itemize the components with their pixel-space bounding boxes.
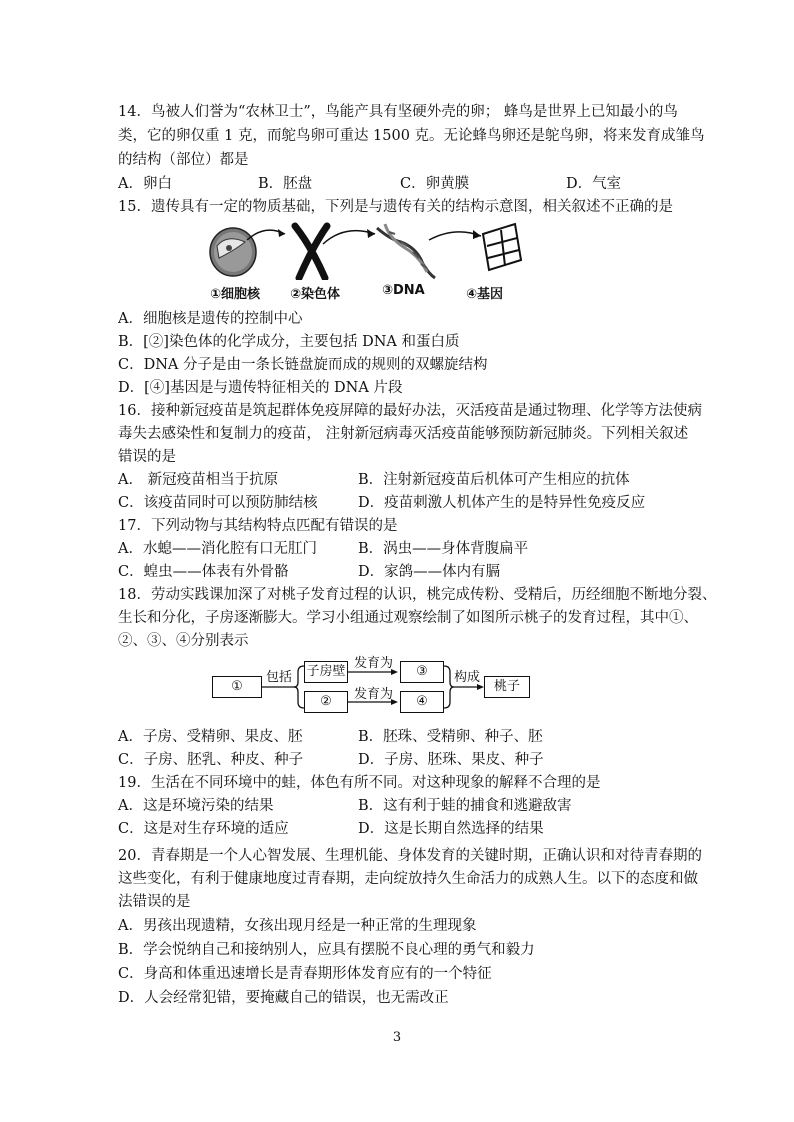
q17-option-a: A．水螅——消化腔有口无肛门 xyxy=(118,541,317,557)
label-dna: ③DNA xyxy=(382,283,425,298)
q16-option-a: A． 新冠疫苗相当于抗原 xyxy=(118,472,279,488)
diagram-label-develop-1: 发育为 xyxy=(354,656,394,671)
label-gene: ④基因 xyxy=(466,287,504,302)
q14-stem-line2: 类，它的卵仅重 1 克，而鸵鸟卵可重达 1500 克。无论蜂鸟卵还是鸵鸟卵，将来发育成雏鸟 xyxy=(118,128,705,144)
q20-option-b: B．学会悦纳自己和接纳别人，应具有摆脱不良心理的勇气和毅力 xyxy=(118,942,535,958)
diagram-label-include: 包括 xyxy=(266,670,293,685)
diagram-box-2: ② xyxy=(304,691,348,713)
label-cell-nucleus: ①细胞核 xyxy=(210,287,261,302)
q17-stem: 17．下列动物与其结构特点匹配有错误的是 xyxy=(118,518,398,534)
q19-stem: 19．生活在不同环境中的蛙，体色有所不同。对这种现象的解释不合理的是 xyxy=(118,775,601,791)
diagram-box-4: ④ xyxy=(400,691,444,713)
q19-option-c: C．这是对生存环境的适应 xyxy=(118,821,289,837)
diagram-box-ovary-wall: 子房壁 xyxy=(304,661,348,683)
cell-nucleus-image xyxy=(210,228,256,276)
q15-option-b: B．[②]染色体的化学成分，主要包括 DNA 和蛋白质 xyxy=(118,334,460,350)
page-number: 3 xyxy=(392,1030,402,1045)
gene-segment-image xyxy=(483,224,521,270)
diagram-box-3: ③ xyxy=(400,661,444,683)
diagram-box-1: ① xyxy=(212,676,262,698)
q19-option-a: A．这是环境污染的结果 xyxy=(118,798,274,814)
q19-option-b: B．这有利于蛙的捕食和逃避敌害 xyxy=(358,798,572,814)
q20-stem-line2: 这些变化，有利于健康地度过青春期，走向绽放持久生命活力的成熟人生。以下的态度和做 xyxy=(118,871,698,887)
q16-option-b: B．注射新冠疫苗后机体可产生相应的抗体 xyxy=(358,472,630,488)
heredity-structure-figure xyxy=(205,220,525,280)
dna-helix-image xyxy=(377,224,435,278)
q16-option-c: C．该疫苗同时可以预防肺结核 xyxy=(118,495,318,511)
chromosome-image xyxy=(295,226,327,278)
q18-option-c: C．子房、胚乳、种皮、种子 xyxy=(118,752,304,768)
q16-stem-line3: 错误的是 xyxy=(118,449,176,465)
q19-option-d: D．这是长期自然选择的结果 xyxy=(358,821,544,837)
diagram-label-form: 构成 xyxy=(454,670,481,685)
q15-option-c: C．DNA 分子是由一条长链盘旋而成的规则的双螺旋结构 xyxy=(118,357,488,373)
q15-option-d: D．[④]基因是与遗传特征相关的 DNA 片段 xyxy=(118,380,403,396)
q18-option-a: A．子房、受精卵、果皮、胚 xyxy=(118,729,303,745)
q14-stem-line3: 的结构（部位）都是 xyxy=(118,152,249,168)
q14-option-a: A．卵白 xyxy=(118,176,172,192)
q18-option-d: D．子房、胚珠、果皮、种子 xyxy=(358,752,544,768)
q14-option-d: D．气室 xyxy=(566,176,622,192)
q20-stem-line3: 法错误的是 xyxy=(118,894,191,910)
q17-option-c: C．蝗虫——体表有外骨骼 xyxy=(118,564,289,580)
q18-stem-line1: 18．劳动实践课加深了对桃子发育过程的认识，桃完成传粉、受精后，历经细胞不断地分裂、 xyxy=(118,587,717,603)
q15-option-a: A．细胞核是遗传的控制中心 xyxy=(118,311,303,327)
q15-stem: 15．遗传具有一定的物质基础，下列是与遗传有关的结构示意图，相关叙述不正确的是 xyxy=(118,199,673,215)
q18-option-b: B．胚珠、受精卵、种子、胚 xyxy=(358,729,543,745)
q16-stem-line1: 16．接种新冠疫苗是筑起群体免疫屏障的最好办法，灭活疫苗是通过物理、化学等方法使病 xyxy=(118,403,702,419)
q20-option-a: A．男孩出现遗精，女孩出现月经是一种正常的生理现象 xyxy=(118,918,477,934)
q20-option-c: C．身高和体重迅速增长是青春期形体发育应有的一个特征 xyxy=(118,966,492,982)
diagram-box-peach: 桃子 xyxy=(484,676,530,698)
q14-option-c: C．卵黄膜 xyxy=(400,176,470,192)
label-chromosome: ②染色体 xyxy=(290,287,341,302)
diagram-label-develop-2: 发育为 xyxy=(354,687,394,702)
q16-option-d: D．疫苗刺激人机体产生的是特异性免疫反应 xyxy=(358,495,646,511)
q16-stem-line2: 毒失去感染性和复制力的疫苗， 注射新冠病毒灭活疫苗能够预防新冠肺炎。下列相关叙述 xyxy=(118,426,689,442)
q17-option-b: B．涡虫——身体背腹扁平 xyxy=(358,541,529,557)
q17-option-d: D．家鸽——体内有膈 xyxy=(358,564,501,580)
q20-stem-line1: 20．青春期是一个人心智发展、生理机能、身体发育的关键时期，正确认识和对待青春期的 xyxy=(118,848,702,864)
q14-stem-line1: 14．鸟被人们誉为“农林卫士”，鸟能产具有坚硬外壳的卵； 蜂鸟是世界上已知最小的鸟 xyxy=(118,104,678,120)
q20-option-d: D．人会经常犯错，要掩藏自己的错误，也无需改正 xyxy=(118,990,449,1006)
q18-stem-line3: ②、③、④分别表示 xyxy=(118,633,249,649)
q18-stem-line2: 生长和分化，子房逐渐膨大。学习小组通过观察绘制了如图所示桃子的发育过程，其中①、 xyxy=(118,610,698,626)
q14-option-b: B．胚盘 xyxy=(258,176,313,192)
peach-development-diagram xyxy=(212,656,532,720)
